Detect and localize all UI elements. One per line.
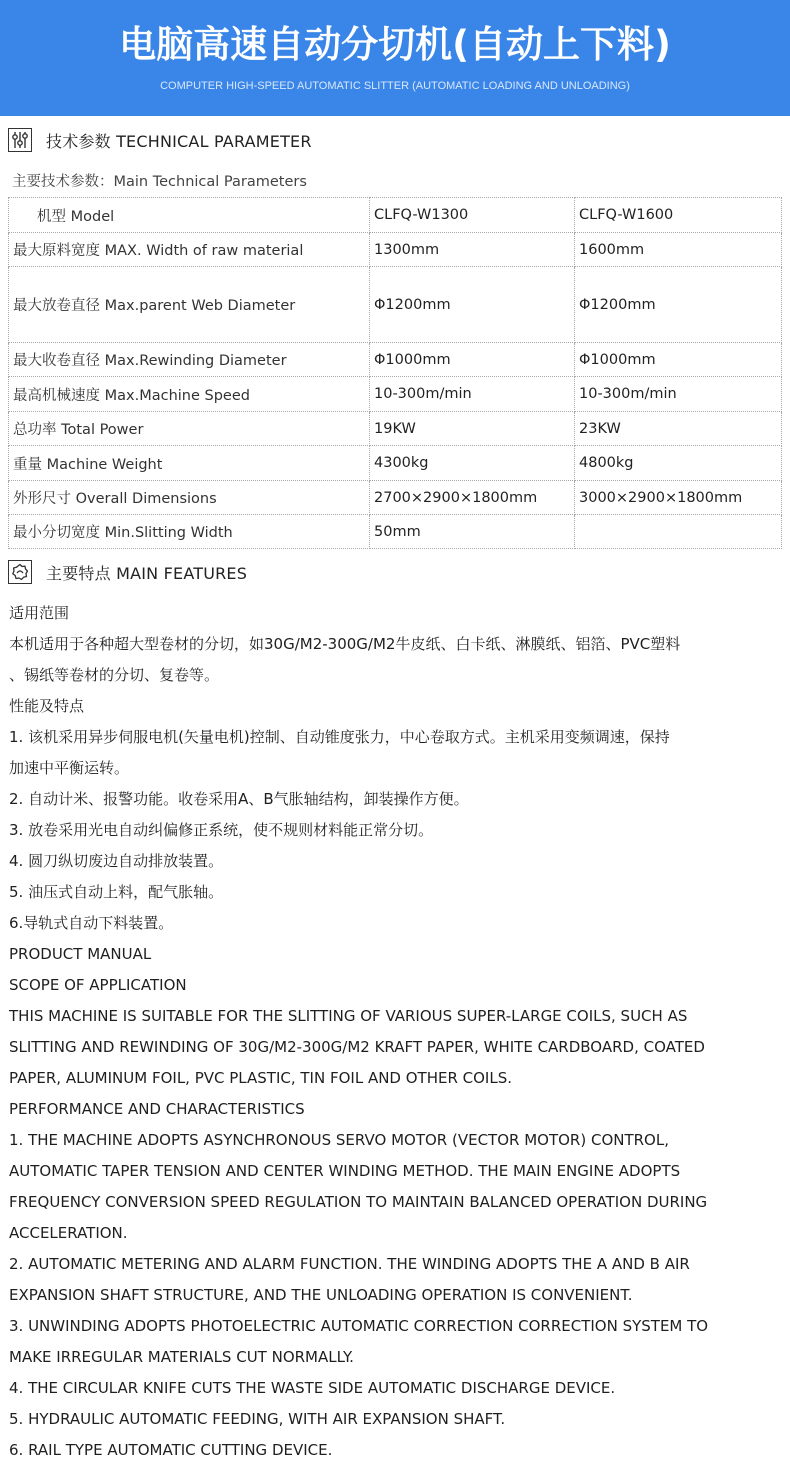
parameter-name-cell: 机型 Model — [9, 198, 370, 233]
parameter-value-cell: 2700×2900×1800mm — [370, 481, 575, 515]
parameter-value-cell: CLFQ-W1300 — [370, 198, 575, 233]
features-text — [9, 598, 784, 1466]
parameter-name-cell: 重量 Machine Weight — [9, 446, 370, 481]
title-banner — [0, 0, 790, 116]
main-features-title: 主要特点 MAIN FEATURES — [46, 563, 248, 583]
feature-line: 6. RAIL TYPE AUTOMATIC CUTTING DEVICE. — [9, 1441, 333, 1459]
feature-line: 性能及特点 — [9, 697, 85, 715]
parameter-name-cell: 最大收卷直径 Max.Rewinding Diameter — [9, 343, 370, 377]
parameter-value-cell: Φ1200mm — [575, 267, 782, 343]
table-row — [9, 267, 782, 343]
feature-line: 3. 放卷采用光电自动纠偏修正系统，使不规则材料能正常分切。 — [9, 821, 434, 839]
table-row — [9, 481, 782, 515]
feature-line: 5. HYDRAULIC AUTOMATIC FEEDING, WITH AIR EXPANSION SHAFT. — [9, 1410, 506, 1428]
feature-line: PAPER, ALUMINUM FOIL, PVC PLASTIC, TIN FOIL AND OTHER COILS. — [9, 1069, 513, 1087]
table-row — [9, 446, 782, 481]
table-row — [9, 233, 782, 267]
parameter-value-cell: Φ1000mm — [370, 343, 575, 377]
parameter-value-cell: 19KW — [370, 412, 575, 446]
feature-line: PRODUCT MANUAL — [9, 945, 152, 963]
page-title: 电脑高速自动分切机(自动上下料) — [119, 23, 671, 66]
feature-line: ACCELERATION. — [9, 1224, 128, 1242]
table-row — [9, 343, 782, 377]
table-row — [9, 412, 782, 446]
parameter-name-cell: 外形尺寸 Overall Dimensions — [9, 481, 370, 515]
technical-parameter-heading — [8, 127, 312, 153]
parameter-value-cell: 1300mm — [370, 233, 575, 267]
main-parameters-label: 主要技术参数：Main Technical Parameters — [12, 174, 307, 190]
sliders-icon — [8, 128, 32, 152]
parameter-name-cell: 总功率 Total Power — [9, 412, 370, 446]
parameter-name-cell: 最大放卷直径 Max.parent Web Diameter — [9, 267, 370, 343]
parameter-value-cell: Φ1200mm — [370, 267, 575, 343]
table-row — [9, 515, 782, 549]
technical-parameter-title: 技术参数 TECHNICAL PARAMETER — [46, 131, 312, 151]
feature-line: MAKE IRREGULAR MATERIALS CUT NORMALLY. — [9, 1348, 354, 1366]
parameter-name-cell: 最小分切宽度 Min.Slitting Width — [9, 515, 370, 549]
parameter-value-cell: 10-300m/min — [575, 377, 782, 412]
feature-line: 4. THE CIRCULAR KNIFE CUTS THE WASTE SIDE AUTOMATIC DISCHARGE DEVICE. — [9, 1379, 616, 1397]
page-subtitle: COMPUTER HIGH-SPEED AUTOMATIC SLITTER (AUTOMATIC LOADING AND UNLOADING) — [160, 80, 630, 92]
parameter-value-cell: 10-300m/min — [370, 377, 575, 412]
main-features-heading — [8, 559, 247, 585]
feature-line: 加速中平衡运转。 — [9, 759, 130, 777]
feature-line: 3. UNWINDING ADOPTS PHOTOELECTRIC AUTOMATIC CORRECTION CORRECTION SYSTEM TO — [9, 1317, 709, 1335]
table-row — [9, 198, 782, 233]
feature-line: 1. 该机采用异步伺服电机(矢量电机)控制、自动锥度张力，中心卷取方式。主机采用变频调速，保持 — [9, 728, 670, 746]
feature-line: 1. THE MACHINE ADOPTS ASYNCHRONOUS SERVO MOTOR (VECTOR MOTOR) CONTROL, — [9, 1131, 669, 1149]
parameter-value-cell: Φ1000mm — [575, 343, 782, 377]
parameter-value-cell — [575, 515, 782, 549]
parameter-value-cell: 50mm — [370, 515, 575, 549]
feature-line: PERFORMANCE AND CHARACTERISTICS — [9, 1100, 305, 1118]
feature-line: EXPANSION SHAFT STRUCTURE, AND THE UNLOADING OPERATION IS CONVENIENT. — [9, 1286, 633, 1304]
feature-line: 2. AUTOMATIC METERING AND ALARM FUNCTION. THE WINDING ADOPTS THE A AND B AIR — [9, 1255, 690, 1273]
feature-line: FREQUENCY CONVERSION SPEED REGULATION TO MAINTAIN BALANCED OPERATION DURING — [9, 1193, 708, 1211]
parameter-value-cell: 23KW — [575, 412, 782, 446]
feature-line: SLITTING AND REWINDING OF 30G/M2-300G/M2 KRAFT PAPER, WHITE CARDBOARD, COATED — [9, 1038, 705, 1056]
feature-line: THIS MACHINE IS SUITABLE FOR THE SLITTING OF VARIOUS SUPER-LARGE COILS, SUCH AS — [9, 1007, 688, 1025]
parameter-value-cell: 4300kg — [370, 446, 575, 481]
feature-line: 4. 圆刀纵切废边自动排放装置。 — [9, 852, 224, 870]
feature-line: 、锡纸等卷材的分切、复卷等。 — [9, 666, 220, 684]
feature-line: AUTOMATIC TAPER TENSION AND CENTER WINDING METHOD. THE MAIN ENGINE ADOPTS — [9, 1162, 681, 1180]
parameter-value-cell: 1600mm — [575, 233, 782, 267]
feature-line: SCOPE OF APPLICATION — [9, 976, 187, 994]
parameter-value-cell: 3000×2900×1800mm — [575, 481, 782, 515]
spec-table — [8, 197, 782, 549]
feature-line: 6.导轨式自动下料装置。 — [9, 914, 174, 932]
feature-line: 本机适用于各种超大型卷材的分切，如30G/M2-300G/M2牛皮纸、白卡纸、淋膜纸、铝箔、PVC塑料 — [9, 635, 681, 653]
parameter-name-cell: 最大原料宽度 MAX. Width of raw material — [9, 233, 370, 267]
parameter-value-cell: 4800kg — [575, 446, 782, 481]
table-row — [9, 377, 782, 412]
feature-line: 5. 油压式自动上料，配气胀轴。 — [9, 883, 224, 901]
parameter-name-cell: 最高机械速度 Max.Machine Speed — [9, 377, 370, 412]
feature-line: 2. 自动计米、报警功能。收卷采用A、B气胀轴结构，卸装操作方便。 — [9, 790, 469, 808]
parameter-value-cell: CLFQ-W1600 — [575, 198, 782, 233]
feature-line: 适用范围 — [9, 604, 70, 622]
gear-badge-icon — [8, 560, 32, 584]
